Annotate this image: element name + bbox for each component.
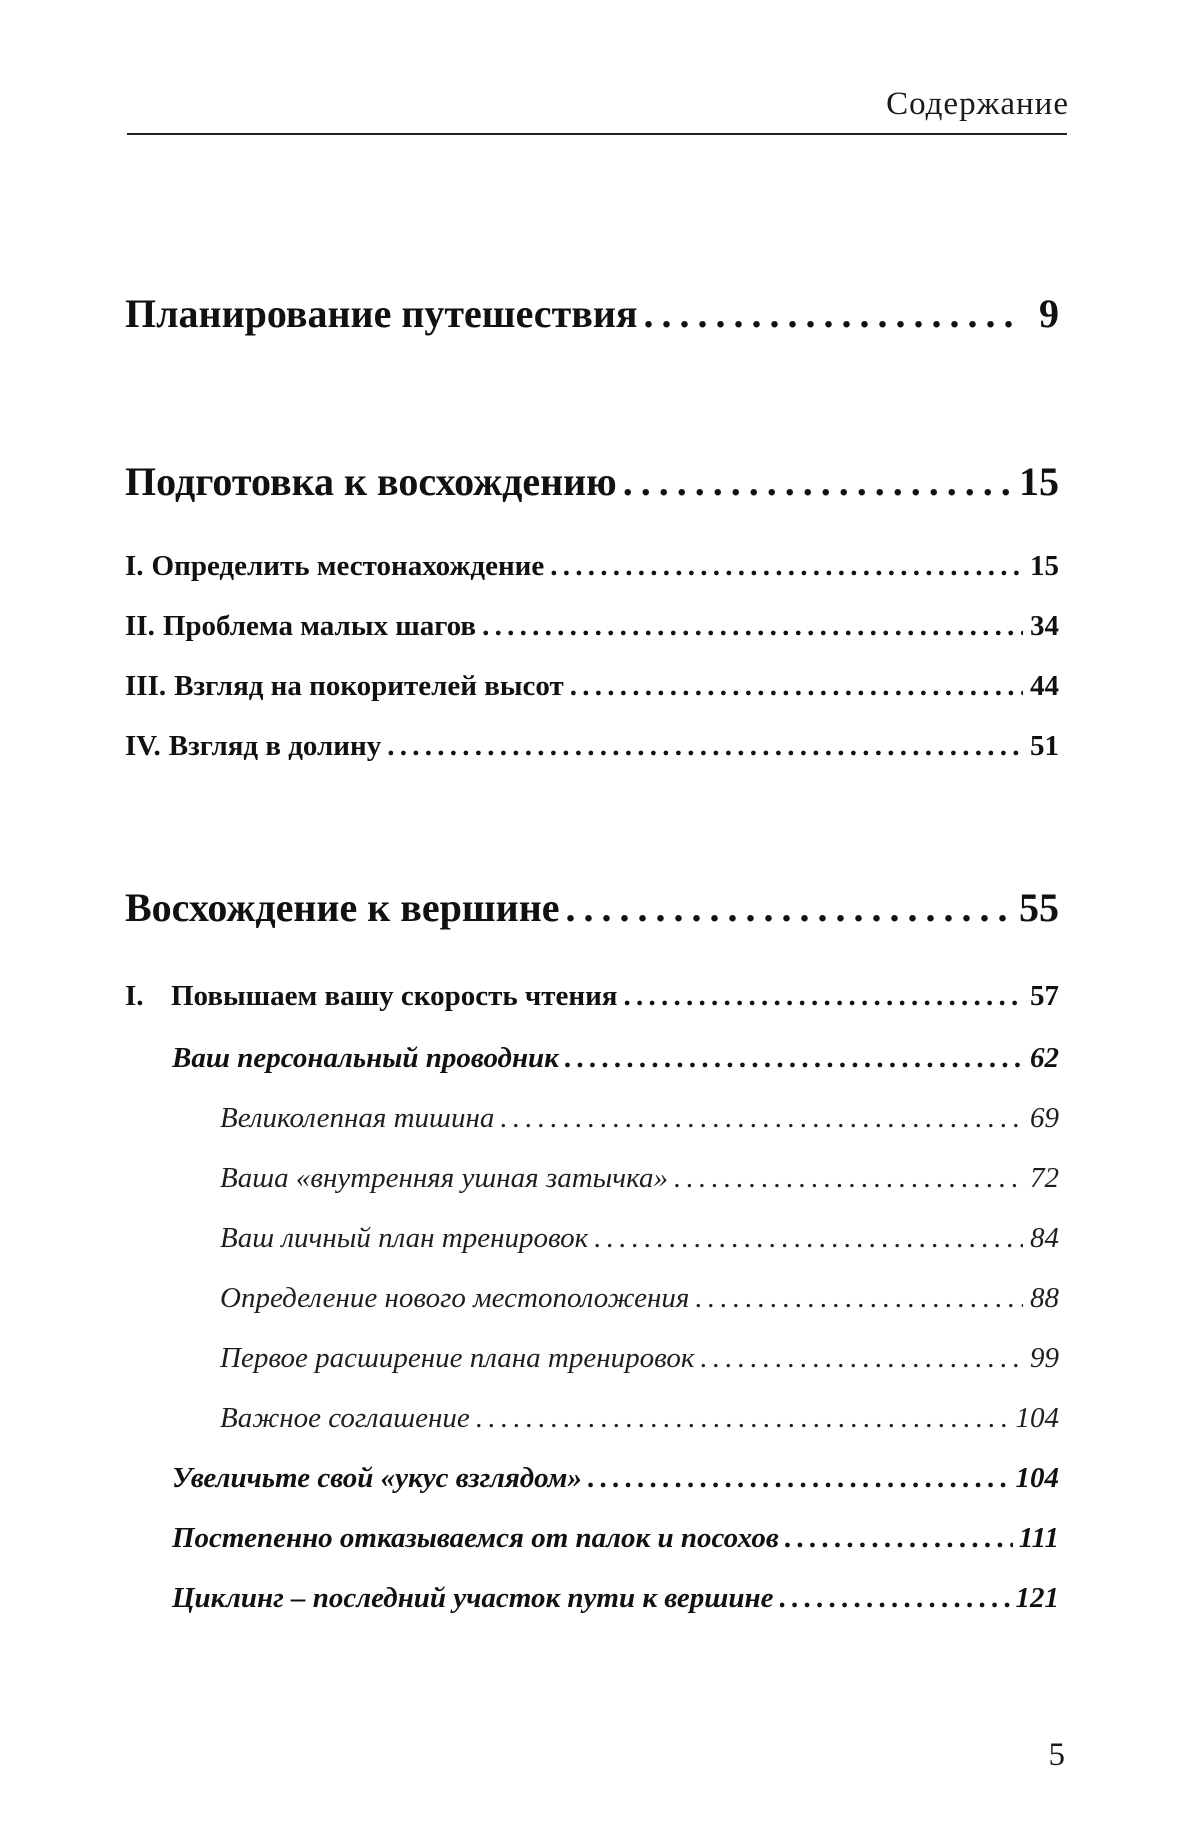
toc-chapter-1[interactable] [125,550,1059,583]
chapter-title-text: Проблема малых шагов [162,610,477,642]
toc-page-number: 15 [1019,459,1059,504]
toc-subsection-plan-extension[interactable] [220,1342,1059,1375]
toc-page-number: 104 [1015,1402,1059,1434]
toc-page-number: 62 [1030,1042,1059,1074]
toc-page-number: 99 [1030,1342,1059,1374]
dot-leader [570,670,1023,703]
toc-page-number: 104 [1015,1462,1059,1494]
toc-page-number: 9 [1039,291,1059,336]
toc-section-title: Постепенно отказываемся от палок и посохов [172,1522,779,1554]
toc-chapter-title [125,730,381,763]
chapter-numeral: III. [125,670,167,702]
dot-leader [387,730,1023,763]
toc-chapter-4[interactable] [125,730,1059,763]
dot-leader [588,1462,1010,1495]
dot-leader [476,1402,1010,1435]
toc-section-title: Циклинг – последний участок пути к вершине [172,1582,774,1614]
toc-subsection-title: Ваш личный план тренировок [220,1222,589,1254]
toc-part-title: Восхождение к вершине [125,885,560,930]
toc-page-number: 51 [1030,730,1059,762]
toc-part-planning[interactable] [125,290,1059,337]
toc-chapter-3[interactable] [125,670,1059,703]
dot-leader [500,1102,1023,1135]
chapter-numeral: I. [125,550,144,582]
toc-subsection-earplug[interactable] [220,1162,1059,1195]
toc-part-title: Планирование путешествия [125,291,638,336]
dot-leader [785,1522,1013,1555]
toc-page-number: 111 [1018,1522,1059,1554]
chapter-title-text: Взгляд на покорителей высот [174,670,564,702]
dot-leader [674,1162,1023,1195]
dot-leader [482,610,1023,643]
toc-chapter-title [125,670,564,703]
chapter-numeral: II. [125,610,155,642]
toc-subsection-title: Важное соглашение [220,1402,470,1434]
toc-page-number: 55 [1019,885,1059,930]
toc-page-number: 44 [1030,670,1059,702]
toc-subsection-title: Ваша «внутренняя ушная затычка» [220,1162,668,1194]
dot-leader [594,1222,1023,1255]
running-header: Содержание [886,86,1069,122]
toc-section-cycling[interactable] [172,1582,1059,1615]
dot-leader [565,1042,1023,1075]
toc-subsection-agreement[interactable] [220,1402,1059,1435]
dot-leader [550,550,1023,583]
toc-section-sticks[interactable] [172,1522,1059,1555]
chapter-numeral: IV. [125,730,161,762]
toc-section-title: Ваш персональный проводник [172,1042,559,1074]
chapter-title-text: Повышаем вашу скорость чтения [171,980,618,1012]
toc-chapter-2[interactable] [125,610,1059,643]
toc-part-ascent[interactable] [125,884,1059,931]
chapter-title-text: Определить местонахождение [151,550,545,582]
header-rule [127,133,1067,135]
toc-page-number: 57 [1030,980,1059,1012]
dot-leader [780,1582,1010,1615]
toc-chapter-title [125,610,476,643]
toc-page-number: 84 [1030,1222,1059,1254]
toc-section-personal-guide[interactable] [172,1042,1059,1075]
dot-leader [566,884,1014,931]
toc-subsection-training-plan[interactable] [220,1222,1059,1255]
toc-chapter-reading-speed[interactable] [125,980,1059,1013]
toc-part-title: Подготовка к восхождению [125,459,617,504]
toc-page-number: 34 [1030,610,1059,642]
toc-page-number: 121 [1015,1582,1059,1614]
toc-chapter-title [125,550,544,583]
dot-leader [695,1282,1023,1315]
toc-subsection-title: Первое расширение плана тренировок [220,1342,695,1374]
dot-leader [700,1342,1023,1375]
chapter-title-text: Взгляд в долину [168,730,382,762]
toc-subsection-title: Определение нового местоположения [220,1282,690,1314]
toc-page-number: 72 [1030,1162,1059,1194]
toc-subsection-silence[interactable] [220,1102,1059,1135]
toc-section-title: Увеличьте свой «укус взглядом» [172,1462,582,1494]
dot-leader [624,980,1024,1013]
toc-page-number: 88 [1030,1282,1059,1314]
dot-leader [623,458,1013,505]
toc-page-number: 69 [1030,1102,1059,1134]
toc-chapter-title [125,980,618,1013]
toc-subsection-new-location[interactable] [220,1282,1059,1315]
toc-page-number: 15 [1030,550,1059,582]
chapter-numeral: I. [125,980,144,1012]
toc-part-preparation[interactable] [125,458,1059,505]
toc-subsection-title: Великолепная тишина [220,1102,495,1134]
dot-leader [644,290,1024,337]
toc-section-eye-bite[interactable] [172,1462,1059,1495]
page-number: 5 [1048,1737,1065,1773]
